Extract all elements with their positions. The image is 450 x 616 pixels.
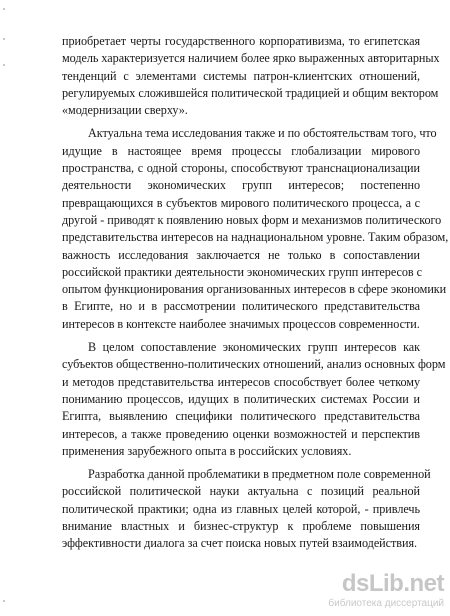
text-line: другой - приводят к появлению новых форм и механизмов политического bbox=[62, 212, 442, 227]
text-line: пониманию процессов, идущих в политических системах России и bbox=[62, 391, 420, 406]
text-line: В целом сопоставление экономических групп интересов как bbox=[88, 340, 420, 355]
text-line: «модернизации сверху». bbox=[62, 103, 188, 118]
text-line: важность исследования заключается не только в сопоставлении bbox=[62, 247, 420, 262]
text-line: применения зарубежного опыта в российских условиях. bbox=[62, 443, 352, 458]
text-line: представительства интересов на наднациональном уровне. Таким образом, bbox=[62, 230, 449, 245]
text-line: политической практики; одна из главных целей которой, - привлечь bbox=[62, 501, 420, 516]
text-line: модель характеризуется наличием более ярко выраженных авторитарных bbox=[62, 51, 440, 66]
text-line: приобретает черты государственного корпоративизма, то египетская bbox=[62, 34, 420, 48]
text-line: в Египте, но и в рассмотрении политического представительства bbox=[62, 299, 420, 314]
text-line: деятельности экономических групп интересов; постепенно bbox=[62, 178, 420, 193]
body-text bbox=[62, 33, 449, 553]
text-line: регулируемых сложившейся политической традицией и общим вектором bbox=[62, 85, 439, 100]
text-line: субъектов общественно-политических отношений, анализ основных форм bbox=[62, 357, 446, 372]
watermark-logo: dsLib.net bbox=[341, 570, 444, 597]
text-line: тенденций с элементами системы патрон-клиентских отношений, bbox=[62, 68, 420, 83]
text-line: превращающихся в субъектов мирового политического процесса, а с bbox=[62, 195, 420, 210]
text-line: и методов представительства интересов способствует более четкому bbox=[62, 374, 420, 389]
paragraph-1 bbox=[62, 33, 440, 119]
text-line: российской политической науки актуальна с позиций реальной bbox=[62, 484, 420, 499]
text-line: интересов в контексте наиболее значимых процессов современности. bbox=[62, 316, 420, 331]
text-line: интересов, а также проведению оценки возможностей и перспектив bbox=[62, 426, 420, 441]
paragraph-3 bbox=[62, 339, 446, 460]
text-line: пространства, с одной стороны, способствуют транснационализации bbox=[62, 161, 420, 176]
text-line: Разработка данной проблематики в предметном поле современной bbox=[88, 467, 431, 482]
text-line: эффективности диалога за счет поиска новых путей взаимодействия. bbox=[62, 536, 418, 551]
text-line: идущие в настоящее время процессы глобализации мирового bbox=[62, 143, 420, 158]
paragraph-2 bbox=[62, 125, 449, 333]
scan-edge-marks bbox=[3, 0, 6, 616]
text-line: Египта, выявлению специфики политического представительства bbox=[62, 409, 420, 424]
watermark-subtitle: библиотека диссертаций bbox=[328, 598, 444, 609]
paragraph-4 bbox=[62, 466, 431, 552]
text-line: российской практики деятельности экономических групп интересов с bbox=[62, 264, 422, 279]
watermark bbox=[328, 570, 444, 612]
text-line: внимание властных и бизнес-структур к проблеме повышения bbox=[62, 519, 420, 534]
text-line: опытом функционирования организованных интересов в сфере экономики bbox=[62, 282, 447, 297]
text-line: Актуальна тема исследования также и по обстоятельствам того, что bbox=[88, 126, 437, 141]
